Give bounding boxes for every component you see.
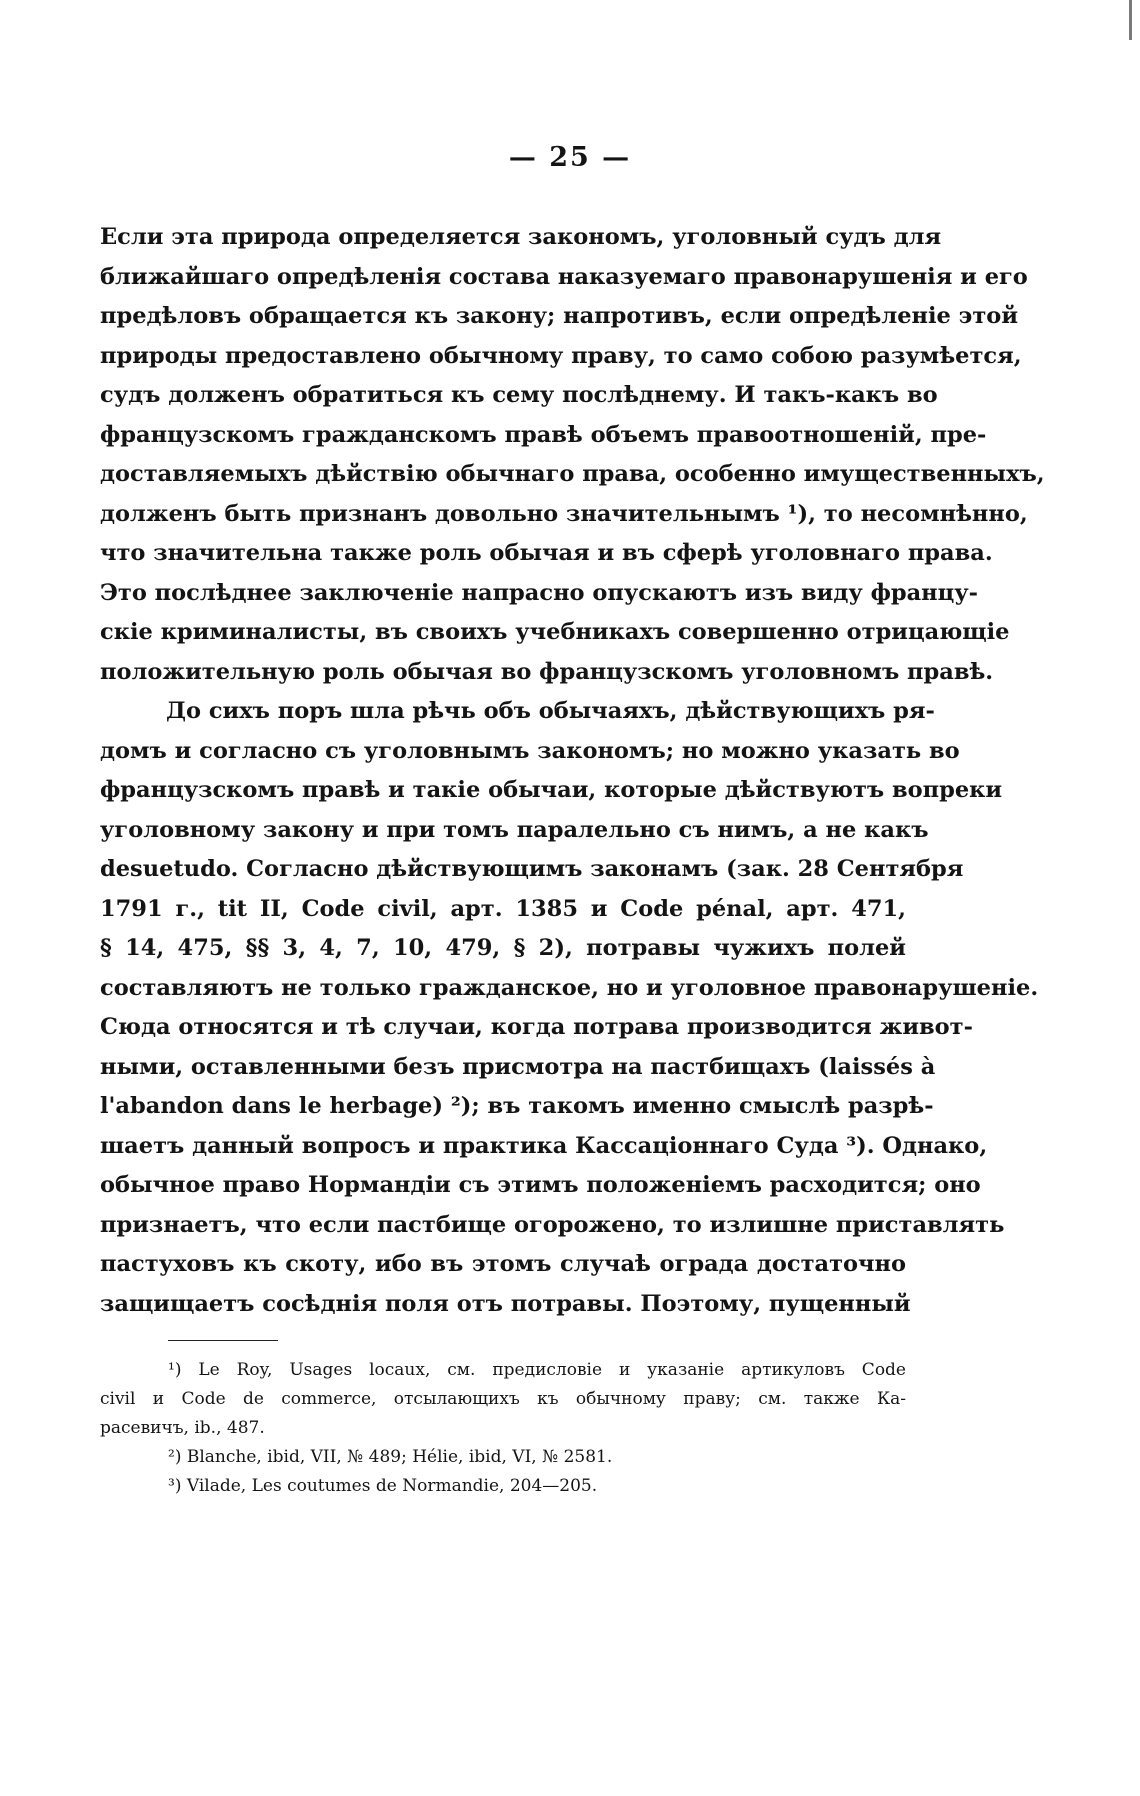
text-line: Это послѣднее заключеніе напрасно опускаютъ изъ виду францу-	[100, 579, 979, 606]
text-line: защищаетъ сосѣднія поля отъ потравы. Поэтому, пущенный	[100, 1290, 911, 1317]
page-number: — 25 —	[508, 142, 632, 173]
text-line: l'abandon dans le herbage) ²); въ такомъ именно смыслѣ разрѣ-	[100, 1093, 934, 1119]
text-line: домъ и согласно съ уголовнымъ закономъ; но можно указать во	[100, 737, 960, 764]
footnote-1: ¹) Le Roy, Usages locaux, см. предисловіе и указаніе артикуловъ Code	[168, 1360, 906, 1380]
text-line: пастуховъ къ скоту, ибо въ этомъ случаѣ ограда достаточно	[100, 1251, 906, 1277]
text-line: положительную роль обычая во французскомъ уголовномъ правѣ.	[100, 658, 994, 685]
text-line: французскомъ правѣ и такіе обычаи, которые дѣйствуютъ вопреки	[100, 777, 1003, 803]
footnote-2: ²) Blanche, ibid, VII, № 489; Hélie, ibid, VI, № 2581.	[168, 1447, 613, 1467]
text-line: ближайшаго опредѣленія состава наказуемаго правонарушенія и его	[100, 263, 1028, 290]
text-line: desuetudo. Согласно дѣйствующимъ законамъ (зак. 28 Сентября	[100, 856, 964, 882]
paragraph-start-line: До сихъ поръ шла рѣчь объ обычаяхъ, дѣйствующихъ ря-	[166, 698, 935, 724]
text-line: предѣловъ обращается къ закону; напротивъ, если опредѣленіе этой	[100, 303, 1019, 329]
footnote-3: ³) Vilade, Les coutumes de Normandie, 204—205.	[168, 1476, 598, 1496]
text-line: доставляемыхъ дѣйствію обычнаго права, особенно имущественныхъ,	[100, 461, 1045, 487]
text-line: природы предоставлено обычному праву, то само собою разумѣется,	[100, 342, 1022, 369]
text-line: 1791 г., tit II, Code civil, арт. 1385 и Code pénal, арт. 471,	[100, 895, 906, 922]
text-line: ными, оставленными безъ присмотра на пастбищахъ (laissés à	[100, 1053, 936, 1080]
footnote-1-continued: расевичъ, ib., 487.	[100, 1418, 265, 1438]
footnotes	[100, 1356, 906, 1501]
text-line: французскомъ гражданскомъ правѣ объемъ правоотношеній, пре-	[100, 421, 987, 448]
text-line: шаетъ данный вопросъ и практика Кассаціоннаго Суда ³). Однако,	[100, 1132, 988, 1159]
text-line: долженъ быть признанъ довольно значительнымъ ¹), то несомнѣнно,	[100, 500, 1028, 527]
text-line: что значительна также роль обычая и въ сферѣ уголовнаго права.	[100, 540, 993, 566]
text-line: судъ долженъ обратиться къ сему послѣднему. И такъ-какъ во	[100, 382, 938, 408]
text-line: скіе криминалисты, въ своихъ учебникахъ совершенно отрицающіе	[100, 619, 1010, 645]
scan-edge-mark	[1129, 0, 1132, 40]
text-line: Сюда относятся и тѣ случаи, когда потрава производится живот-	[100, 1014, 973, 1040]
text-line: признаетъ, что если пастбище огорожено, то излишне приставлять	[100, 1211, 1005, 1238]
text-line: составляютъ не только гражданское, но и уголовное правонарушеніе.	[100, 974, 1039, 1001]
text-line: уголовному закону и при томъ паралельно съ нимъ, а не какъ	[100, 816, 929, 843]
footnote-1-continued: civil и Code de commerce, отсылающихъ къ обычному праву; см. также Ка-	[100, 1389, 906, 1409]
text-line: Если эта природа определяется закономъ, уголовный судъ для	[100, 224, 942, 250]
main-text	[100, 218, 1045, 1324]
footnote-divider	[168, 1340, 278, 1341]
text-line: обычное право Нормандіи съ этимъ положеніемъ расходится; оно	[100, 1172, 981, 1198]
text-line: § 14, 475, §§ 3, 4, 7, 10, 479, § 2), потравы чужихъ полей	[100, 935, 906, 961]
